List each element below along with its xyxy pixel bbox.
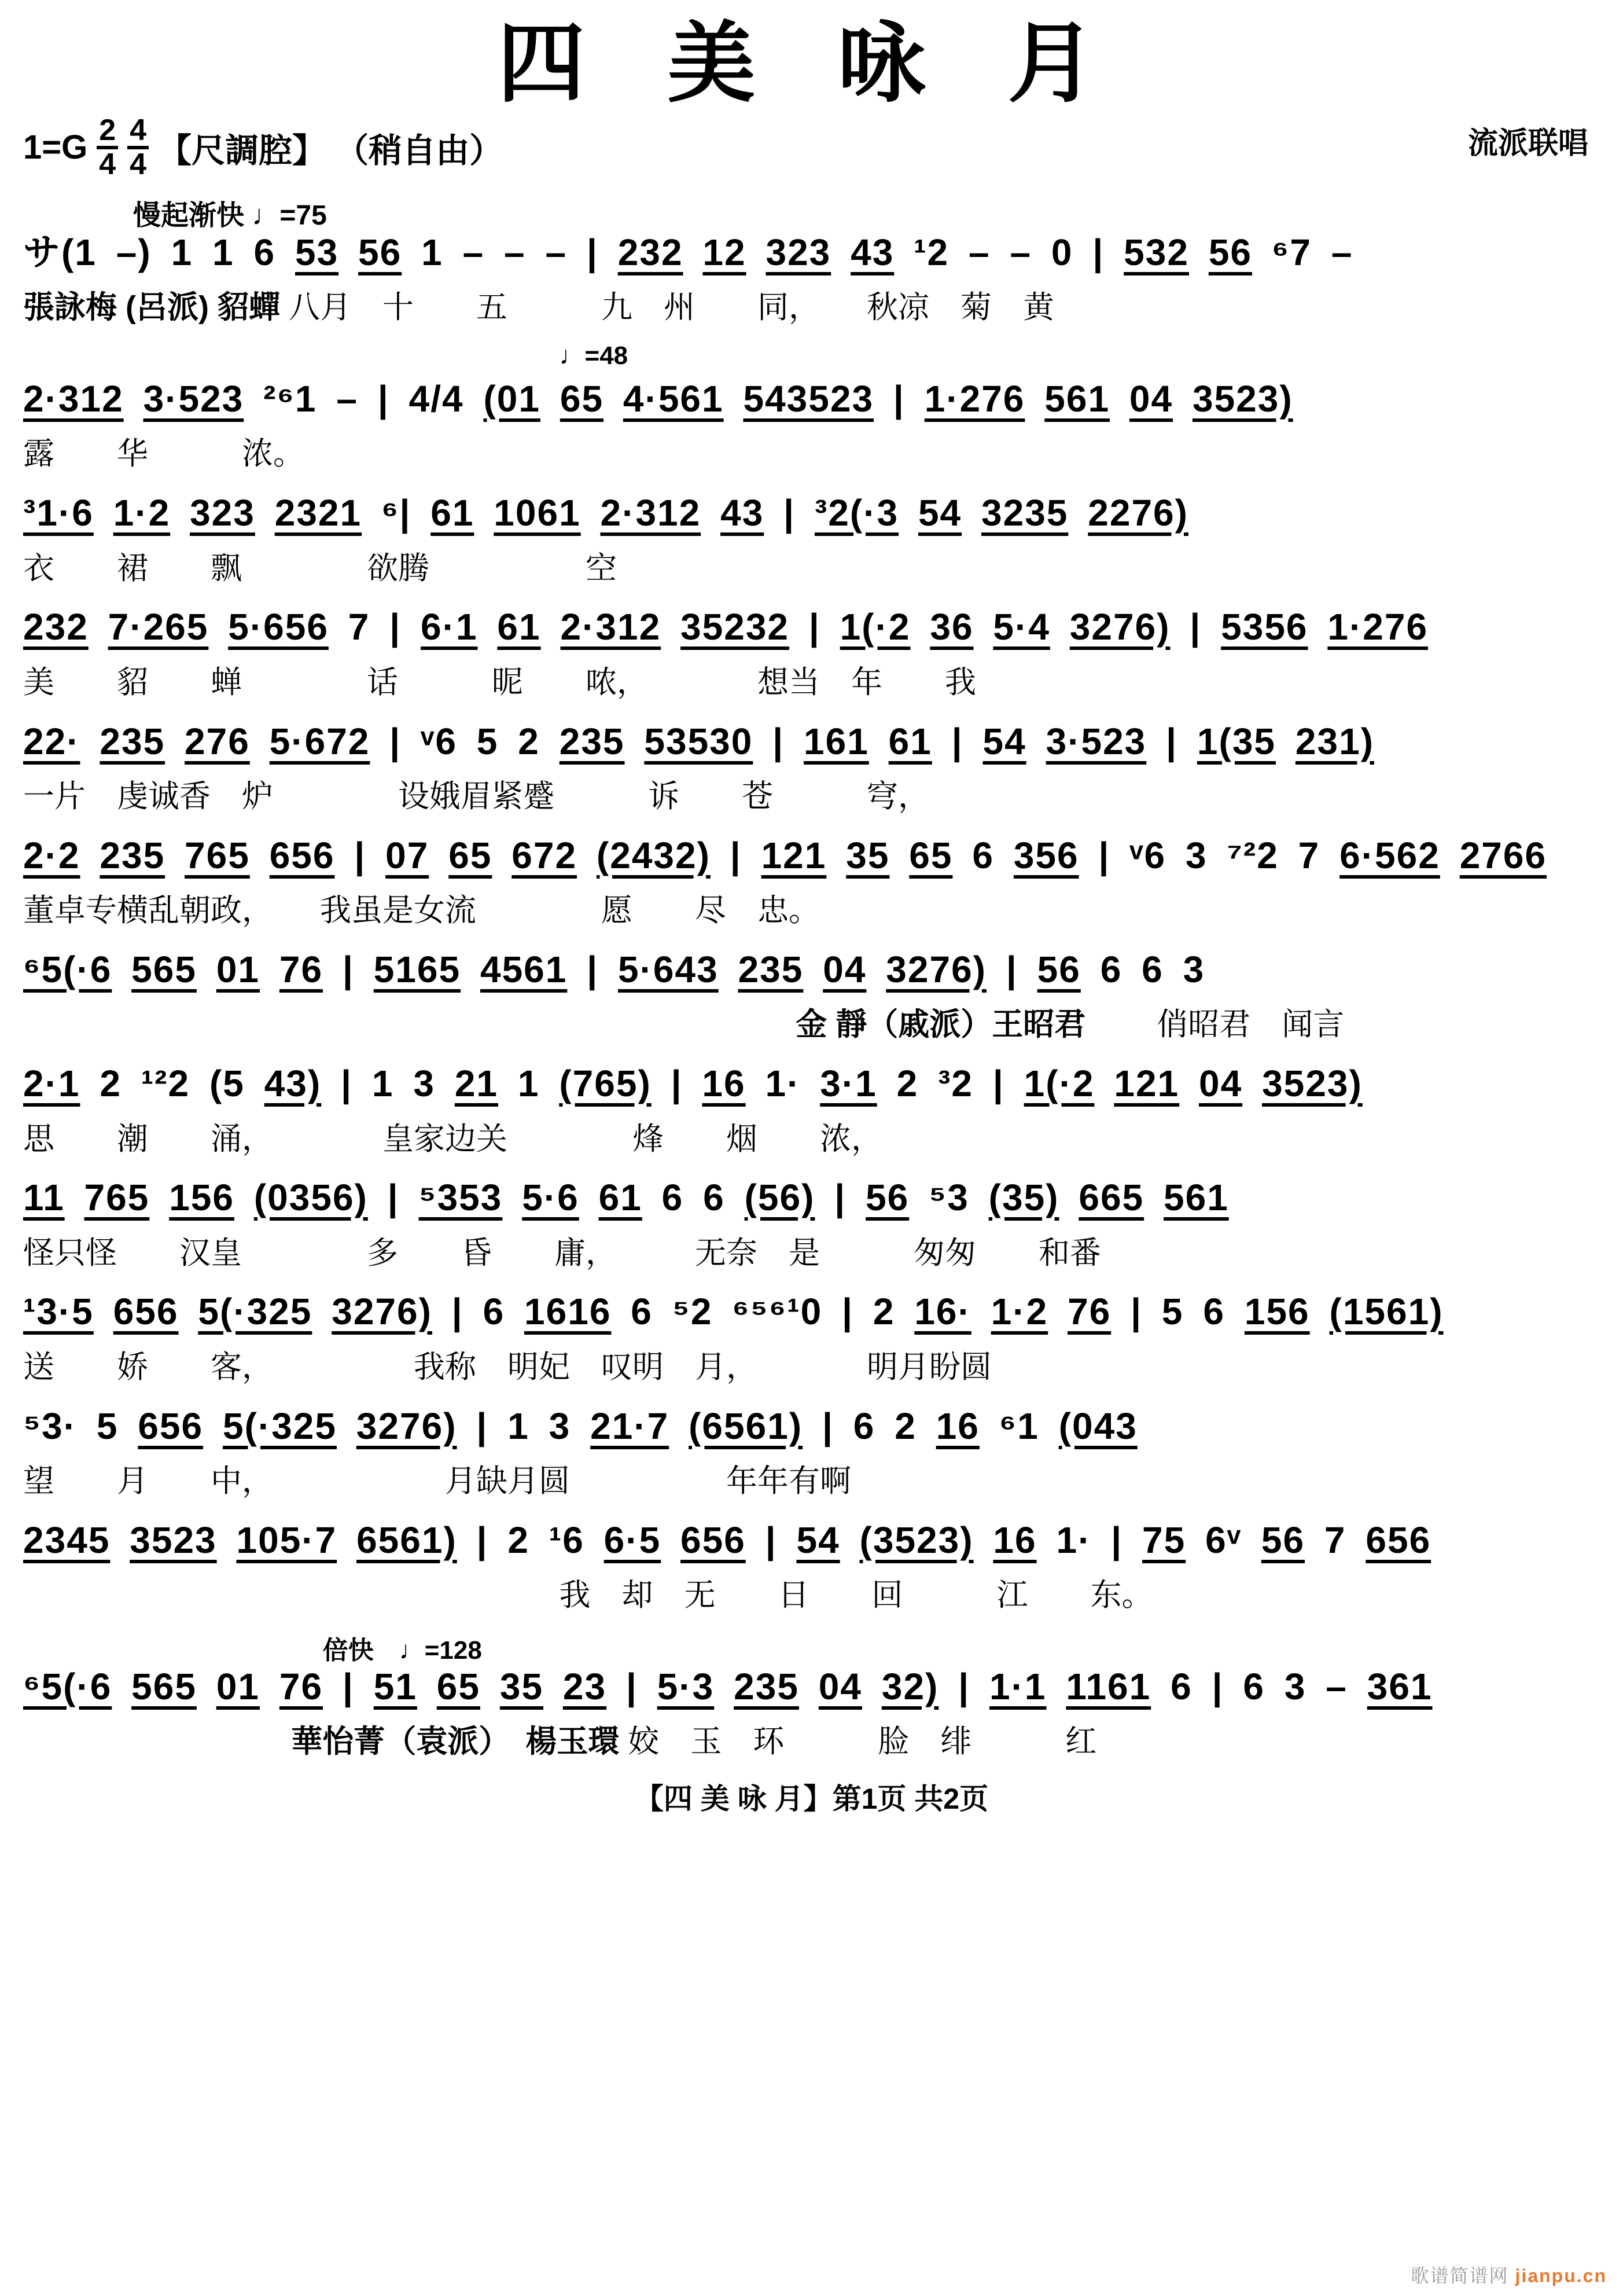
lyrics-text: 一片 虔诚香 炉 设娥眉紧蹙 诉 苍 穹， [23,778,929,814]
lyrics-text: 望 月 中， 月缺月圆 年年有啊 [23,1464,851,1499]
tempo-label: 慢起渐快 [133,200,245,231]
music-system-12 [23,1515,1600,1614]
music-system-5 [23,717,1600,815]
notation-line: ⁶5(·6 565 01 76 | 51 65 35 23 | 5·3 235 04 32) | 1·1 1161 6 | 6 3 – 361 [23,1666,1433,1708]
lyrics-line [23,1723,1600,1761]
music-system-9 [23,1173,1600,1272]
lyrics-text: 衣 裙 飘 欲腾 空 [23,550,617,586]
lyrics-text: 俏昭君 闻言 [1094,1007,1345,1042]
notation-line: 2·312 3·523 ²⁶1 – | 4/4 (01 65 4·561 543523 | 1·276 561 04 3523) [23,377,1293,420]
notation-line: ³1·6 1·2 323 2321 ⁶| 61 1061 2·312 43 | ³2(·3 54 3235 2276) [23,492,1188,534]
lyrics-line [560,1577,1600,1614]
notation-line: ¹3·5 656 5(·325 3276) | 6 1616 6 ⁵2 ⁶⁵⁶¹0 | 2 16· 1·2 76 | 5 6 156 (1561) [23,1291,1444,1333]
freedom-label: （稍自由） [335,131,503,170]
lyrics-text: 八月 十 五 九 州 同， 秋凉 菊 黄 [289,290,1054,325]
tempo-marking [133,193,1600,231]
watermark-url: jianpu.cn [1515,2265,1607,2286]
music-system-6 [23,831,1600,930]
notation-line: ⁵3· 5 656 5(·325 3276) | 1 3 21·7 (6561) | 6 2 16 ⁶1 (043 [23,1405,1138,1447]
meter-2-4: $\frac{2}{4}$ [97,115,118,180]
lyrics-line [23,550,1600,587]
site-watermark [1411,2261,1607,2288]
lyrics-line [23,1121,1600,1158]
mode-label: 【尺調腔】 [158,131,326,170]
music-system-1 [23,227,1600,326]
style-note: 流派联唱 [1467,126,1588,160]
notation-line: 11 765 156 (0356) | ⁵353 5·6 61 6 6 (56) | 56 ⁵3 (35) 665 561 [23,1177,1229,1219]
music-system-3 [23,488,1600,587]
lyrics-line [23,289,1600,326]
notation-line: 22· 235 276 5·672 | ᵛ6 5 2 235 53530 | 161 61 | 54 3·523 | 1(35 231) [23,720,1374,762]
key-signature [23,115,503,180]
notation-line: 232 7·265 5·656 7 | 6·1 61 2·312 35232 | 1(·2 36 5·4 3276) | 5356 1·276 [23,606,1429,648]
lyrics-text: 美 貂 蝉 话 昵 哝， 想当 年 我 [23,664,976,700]
lyrics-line [23,435,1600,473]
notation-line: 2345 3523 105·7 6561) | 2 ¹6 6·5 656 | 54 (3523) 16 1· | 75 6ᵛ 56 7 656 [23,1519,1431,1561]
lyrics-text: 送 娇 客， 我称 明妃 叹明 月， 明月盼圆 [23,1349,992,1384]
tempo-annotation: ♩=48 [559,341,628,370]
lyrics-line [23,778,1600,815]
tempo-value: ♩=75 [252,200,327,231]
notation-line: ⁶5(·6 565 01 76 | 5165 4561 | 5·643 235 04 3276) | 56 6 6 3 [23,948,1205,990]
lyrics-text: 怪只怪 汉皇 多 昏 庸， 无奈 是 匆匆 和番 [23,1235,1101,1270]
tempo-annotation: 倍快 ♩=128 [322,1636,482,1665]
singer-label: 華怡菁（袁派） 楊玉環 [291,1724,620,1759]
lyrics-text: 思 潮 涌， 皇家边关 烽 烟 浓， [23,1121,882,1156]
music-system-11 [23,1401,1600,1500]
meter-4-4: $\frac{4}{4}$ [127,115,149,180]
notation-line: 2·1 2 ¹²2 (5 43) | 1 3 21 1 (765) | 16 1· 3·1 2 ³2 | 1(·2 121 04 3523) [23,1063,1363,1105]
page-title: 四 美 咏 月 [497,16,1126,113]
notation-line: サ(1 –) 1 1 6 53 56 1 – – – | 232 12 323 43 ¹2 – – 0 | 532 56 ⁶7 – [23,231,1353,273]
lyrics-text: 姣 玉 环 脸 绯 红 [628,1724,1097,1759]
lyrics-line [23,892,1600,930]
singer-label: 金 靜（戚派）王昭君 [796,1007,1086,1042]
lyrics-line [23,1463,1600,1500]
lyrics-text: 露 华 浓。 [23,436,304,472]
page-footer: 【四 美 咏 月】第1页 共2页 [634,1783,989,1816]
lyrics-line [23,1349,1600,1386]
lyrics-text: 我 却 无 日 回 江 东。 [559,1578,1153,1613]
music-system-8 [23,1059,1600,1158]
score-meta [23,92,1600,190]
lyrics-text: 董卓专横乱朝政， 我虽是女流 愿 尽 忠。 [23,893,820,928]
watermark-site: 歌谱简谱网 [1410,2265,1509,2286]
lyrics-line [23,664,1600,701]
lyrics-line [23,1006,1600,1044]
music-system-7 [23,945,1600,1044]
music-system-2 [23,341,1600,473]
music-system-10 [23,1287,1600,1386]
music-system-13 [23,1629,1600,1761]
notation-line: 2·2 235 765 656 | 07 65 672 (2432) | 121 35 65 6 356 | ᵛ6 3 ⁷²2 7 6·562 2766 [23,834,1547,876]
lyrics-line [23,1235,1600,1272]
singer-label: 張詠梅 (呂派) 貂蟬 [23,290,280,325]
key-value: 1=G [23,128,88,167]
music-system-4 [23,602,1600,701]
